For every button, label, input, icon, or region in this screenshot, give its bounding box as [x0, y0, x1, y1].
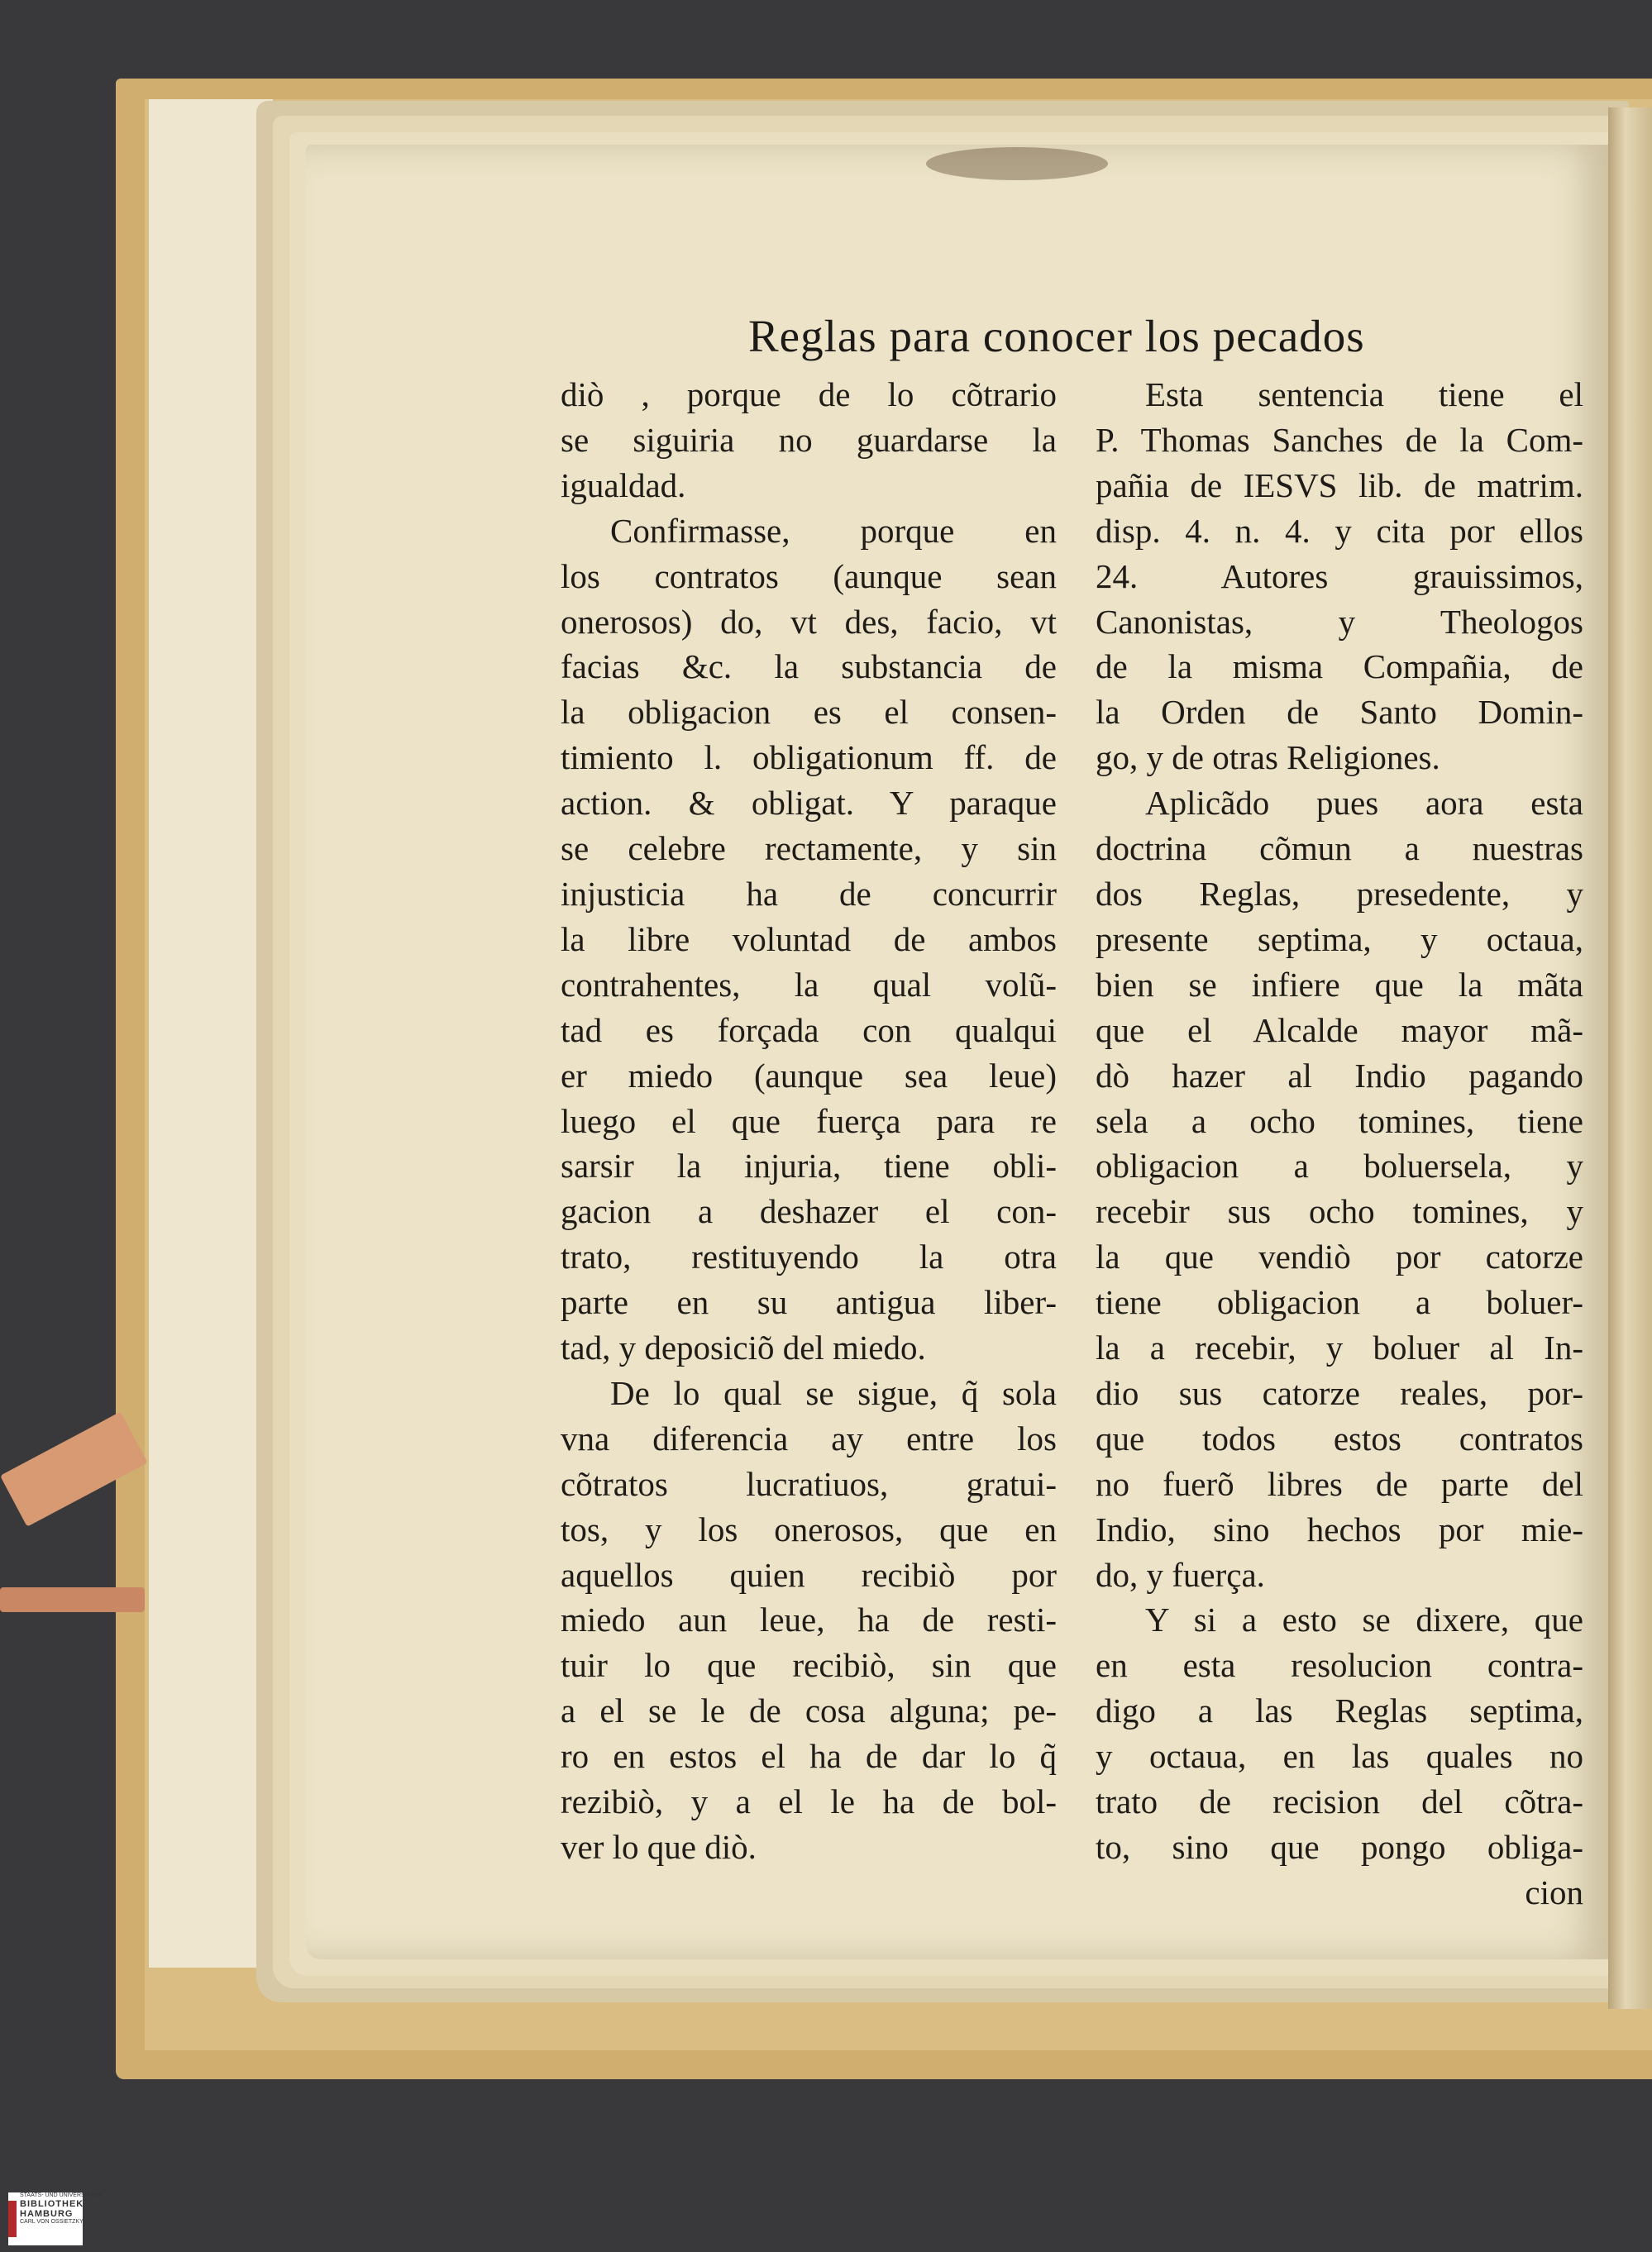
- text-column-left: [561, 372, 1057, 1870]
- text-column-right: [1096, 372, 1583, 1916]
- text-line: a el se le de cosa alguna; pe-: [561, 1691, 1057, 1730]
- text-line: facias &c. la substancia de: [561, 647, 1057, 686]
- text-line: tos, y los onerosos, que en: [561, 1510, 1057, 1548]
- bookmark-ribbon-lower: [0, 1587, 145, 1612]
- text-line: la Orden de Santo Domin-: [1096, 693, 1583, 732]
- text-line: dò hazer al Indio pagando: [1096, 1056, 1583, 1095]
- text-line: tuir lo que recibiò, sin que: [561, 1646, 1057, 1685]
- page-stain: [926, 147, 1108, 180]
- text-line: onerosos) do, vt des, facio, vt: [561, 602, 1057, 641]
- text-line: pañia de IESVS lib. de matrim.: [1096, 465, 1583, 504]
- text-line: miedo aun leue, ha de resti-: [561, 1601, 1057, 1639]
- text-line: igualdad.: [561, 465, 686, 504]
- text-line: parte en su antigua liber-: [561, 1283, 1057, 1322]
- text-line: de la misma Compañia, de: [1096, 647, 1583, 686]
- text-line: ro en estos el ha de dar lo q̃: [561, 1737, 1057, 1776]
- text-line: digo a las Reglas septima,: [1096, 1691, 1583, 1730]
- text-line: tad, y deposiciõ del miedo.: [561, 1329, 926, 1367]
- text-line: presente septima, y octaua,: [1096, 919, 1583, 958]
- text-line: bien se infiere que la mãta: [1096, 965, 1583, 1004]
- text-line: disp. 4. n. 4. y cita por ellos: [1096, 511, 1583, 550]
- text-line: y octaua, en las quales no: [1096, 1737, 1583, 1776]
- library-logo-line: BIBLIOTHEK: [20, 2198, 84, 2209]
- text-line: que todos estos contratos: [1096, 1419, 1583, 1458]
- text-line: go, y de otras Religiones.: [1096, 738, 1440, 777]
- text-line: diò , porque de lo cõtrario: [561, 375, 1057, 413]
- book-gutter: [1608, 107, 1652, 2009]
- text-line: la libre voluntad de ambos: [561, 919, 1057, 958]
- text-line: que el Alcalde mayor mã-: [1096, 1010, 1583, 1049]
- text-line: contrahentes, la qual volũ-: [561, 965, 1057, 1004]
- text-line: 24. Autores grauissimos,: [1096, 556, 1583, 595]
- text-line: sela a ocho tomines, tiene: [1096, 1101, 1583, 1140]
- text-line: timiento l. obligationum ff. de: [561, 738, 1057, 777]
- text-line: la que vendiò por catorze: [1096, 1238, 1583, 1276]
- text-line: P. Thomas Sanches de la Com-: [1096, 420, 1583, 459]
- text-line: Y si a esto se dixere, que: [1145, 1601, 1583, 1639]
- text-line: dio sus catorze reales, por-: [1096, 1373, 1583, 1412]
- text-line: do, y fuerça.: [1096, 1555, 1265, 1594]
- text-line: vna diferencia ay entre los: [561, 1419, 1057, 1458]
- text-line: tad es forçada con qualqui: [561, 1010, 1057, 1049]
- text-line: tiene obligacion a boluer-: [1096, 1283, 1583, 1322]
- text-line: trato, restituyendo la otra: [561, 1238, 1057, 1276]
- library-logo-line: CARL VON OSSIETZKY: [20, 2218, 84, 2225]
- text-line: obligacion a boluersela, y: [1096, 1147, 1583, 1186]
- text-line: Aplicãdo pues aora esta: [1145, 784, 1583, 823]
- text-line: Canonistas, y Theologos: [1096, 602, 1583, 641]
- text-line: action. & obligat. Y paraque: [561, 784, 1057, 823]
- text-line: recebir sus ocho tomines, y: [1096, 1192, 1583, 1231]
- text-line: aquellos quien recibiò por: [561, 1555, 1057, 1594]
- text-line: to, sino que pongo obliga-: [1096, 1828, 1583, 1866]
- text-line: gacion a deshazer el con-: [561, 1192, 1057, 1231]
- text-line: sarsir la injuria, tiene obli-: [561, 1147, 1057, 1186]
- text-line: no fuerõ libres de parte del: [1096, 1464, 1583, 1503]
- text-line: se celebre rectamente, y sin: [561, 829, 1057, 868]
- library-logo-line: HAMBURG: [20, 2208, 74, 2219]
- library-logo-mark: [8, 2201, 17, 2237]
- text-line: er miedo (aunque sea leue): [561, 1056, 1057, 1095]
- text-line: la a recebir, y boluer al In-: [1096, 1329, 1583, 1367]
- text-line: cõtratos lucratiuos, gratui-: [561, 1464, 1057, 1503]
- text-line: ver lo que diò.: [561, 1828, 757, 1866]
- library-logo-text: [20, 2192, 102, 2226]
- text-line: trato de recision del cõtra-: [1096, 1782, 1583, 1821]
- library-logo: [8, 2192, 102, 2245]
- text-line: cion: [1525, 1873, 1583, 1911]
- library-logo-line: STAATS- UND UNIVERSITÄTS: [20, 2192, 102, 2198]
- text-line: dos Reglas, presedente, y: [1096, 874, 1583, 913]
- page-header: Reglas para conocer los pecados: [748, 311, 1365, 361]
- text-line: rezibiò, y a el le ha de bol-: [561, 1782, 1057, 1821]
- text-line: Confirmasse, porque en: [610, 511, 1057, 550]
- text-line: De lo qual se sigue, q̃ sola: [610, 1373, 1057, 1412]
- text-line: Indio, sino hechos por mie-: [1096, 1510, 1583, 1548]
- text-line: la obligacion es el consen-: [561, 693, 1057, 732]
- text-line: se siguiria no guardarse la: [561, 420, 1057, 459]
- text-line: luego el que fuerça para re: [561, 1101, 1057, 1140]
- text-line: injusticia ha de concurrir: [561, 874, 1057, 913]
- text-line: Esta sentencia tiene el: [1145, 375, 1583, 413]
- text-line: los contratos (aunque sean: [561, 556, 1057, 595]
- text-line: doctrina cõmun a nuestras: [1096, 829, 1583, 868]
- text-line: en esta resolucion contra-: [1096, 1646, 1583, 1685]
